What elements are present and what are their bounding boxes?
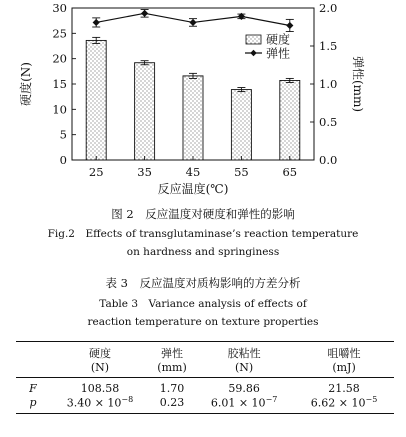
figure-caption-en-line1: Fig.2 Effects of transglutaminase’s reaction temperature — [47, 228, 359, 240]
hardness-bar — [231, 90, 251, 160]
figure-caption-cn: 图 2 反应温度对硬度和弹性的影响 — [111, 207, 295, 221]
column-header: 胶粘性 — [194, 342, 294, 362]
y-left-tick-label: 10 — [52, 102, 67, 117]
y-left-tick-label: 5 — [59, 127, 67, 142]
hardness-bar — [183, 76, 203, 160]
table-cell: 59.86 — [228, 382, 260, 395]
table-cell: $6.01 \times 10^{-7}$ — [194, 395, 294, 413]
row-label: p — [16, 395, 50, 413]
x-tick-label: 45 — [185, 165, 201, 179]
column-header: 咀嚼性 — [294, 342, 394, 362]
table-cell: $6.62 \times 10^{-5}$ — [294, 395, 394, 413]
y-right-tick-label: 2.0 — [319, 1, 338, 15]
y-left-tick-label: 20 — [52, 51, 67, 66]
y-right-axis-label: 弹性(mm) — [351, 55, 365, 113]
legend-bar-swatch — [246, 35, 261, 44]
table-caption-en-line2: reaction temperature on texture properties — [87, 316, 319, 328]
springiness-point — [286, 22, 293, 29]
y-left-tick-label: 0 — [59, 153, 67, 167]
y-left-tick-label: 30 — [52, 1, 67, 15]
x-tick-label: 55 — [234, 165, 249, 179]
hardness-bar — [280, 80, 300, 160]
legend-label-hardness: 硬度 — [266, 32, 291, 47]
hardness-bar — [86, 40, 106, 160]
x-tick-label: 25 — [88, 165, 104, 179]
column-unit: (mm) — [150, 361, 194, 378]
table-caption-en-line1: Table 3 Variance analysis of effects of — [99, 298, 307, 310]
y-left-tick-label: 15 — [52, 77, 67, 91]
table-row — [16, 395, 394, 413]
springiness-point — [189, 19, 196, 26]
x-axis-label: 反应温度(℃) — [157, 182, 229, 196]
table-cell: 21.58 — [328, 382, 360, 395]
legend-line-marker — [250, 50, 256, 56]
figure-caption-en-line2: on hardness and springiness — [126, 246, 280, 258]
corner-cell — [16, 342, 50, 362]
column-unit: (mJ) — [294, 361, 394, 378]
y-left-axis-label: 硬度(N) — [19, 62, 33, 106]
springiness-point — [93, 19, 100, 26]
y-right-tick-label: 1.5 — [319, 39, 338, 53]
column-unit: (N) — [50, 361, 150, 378]
table-row — [16, 378, 394, 396]
variance-table — [16, 341, 394, 414]
table-cell: $3.40 \times 10^{-8}$ — [50, 395, 150, 413]
x-tick-label: 65 — [282, 165, 298, 179]
table-caption-cn: 表 3 反应温度对质构影响的方差分析 — [105, 276, 301, 290]
springiness-point — [141, 10, 148, 17]
table-cell: 108.58 — [80, 382, 120, 395]
y-right-tick-label: 1.0 — [319, 77, 338, 91]
corner-cell — [16, 361, 50, 378]
x-tick-label: 35 — [137, 165, 152, 179]
y-right-tick-label: 0.0 — [319, 153, 338, 167]
y-left-tick-label: 25 — [52, 26, 67, 41]
hardness-bar — [135, 63, 155, 160]
row-label: F — [29, 382, 37, 395]
column-header: 弹性 — [150, 342, 194, 362]
y-right-tick-label: 0.5 — [319, 115, 338, 129]
column-header: 硬度 — [50, 342, 150, 362]
bar-line-chart — [0, 0, 406, 200]
table-cell: 1.70 — [159, 382, 185, 395]
legend-label-springiness: 弹性 — [266, 46, 291, 61]
table-cell: 0.23 — [150, 395, 194, 413]
column-unit: (N) — [194, 361, 294, 378]
